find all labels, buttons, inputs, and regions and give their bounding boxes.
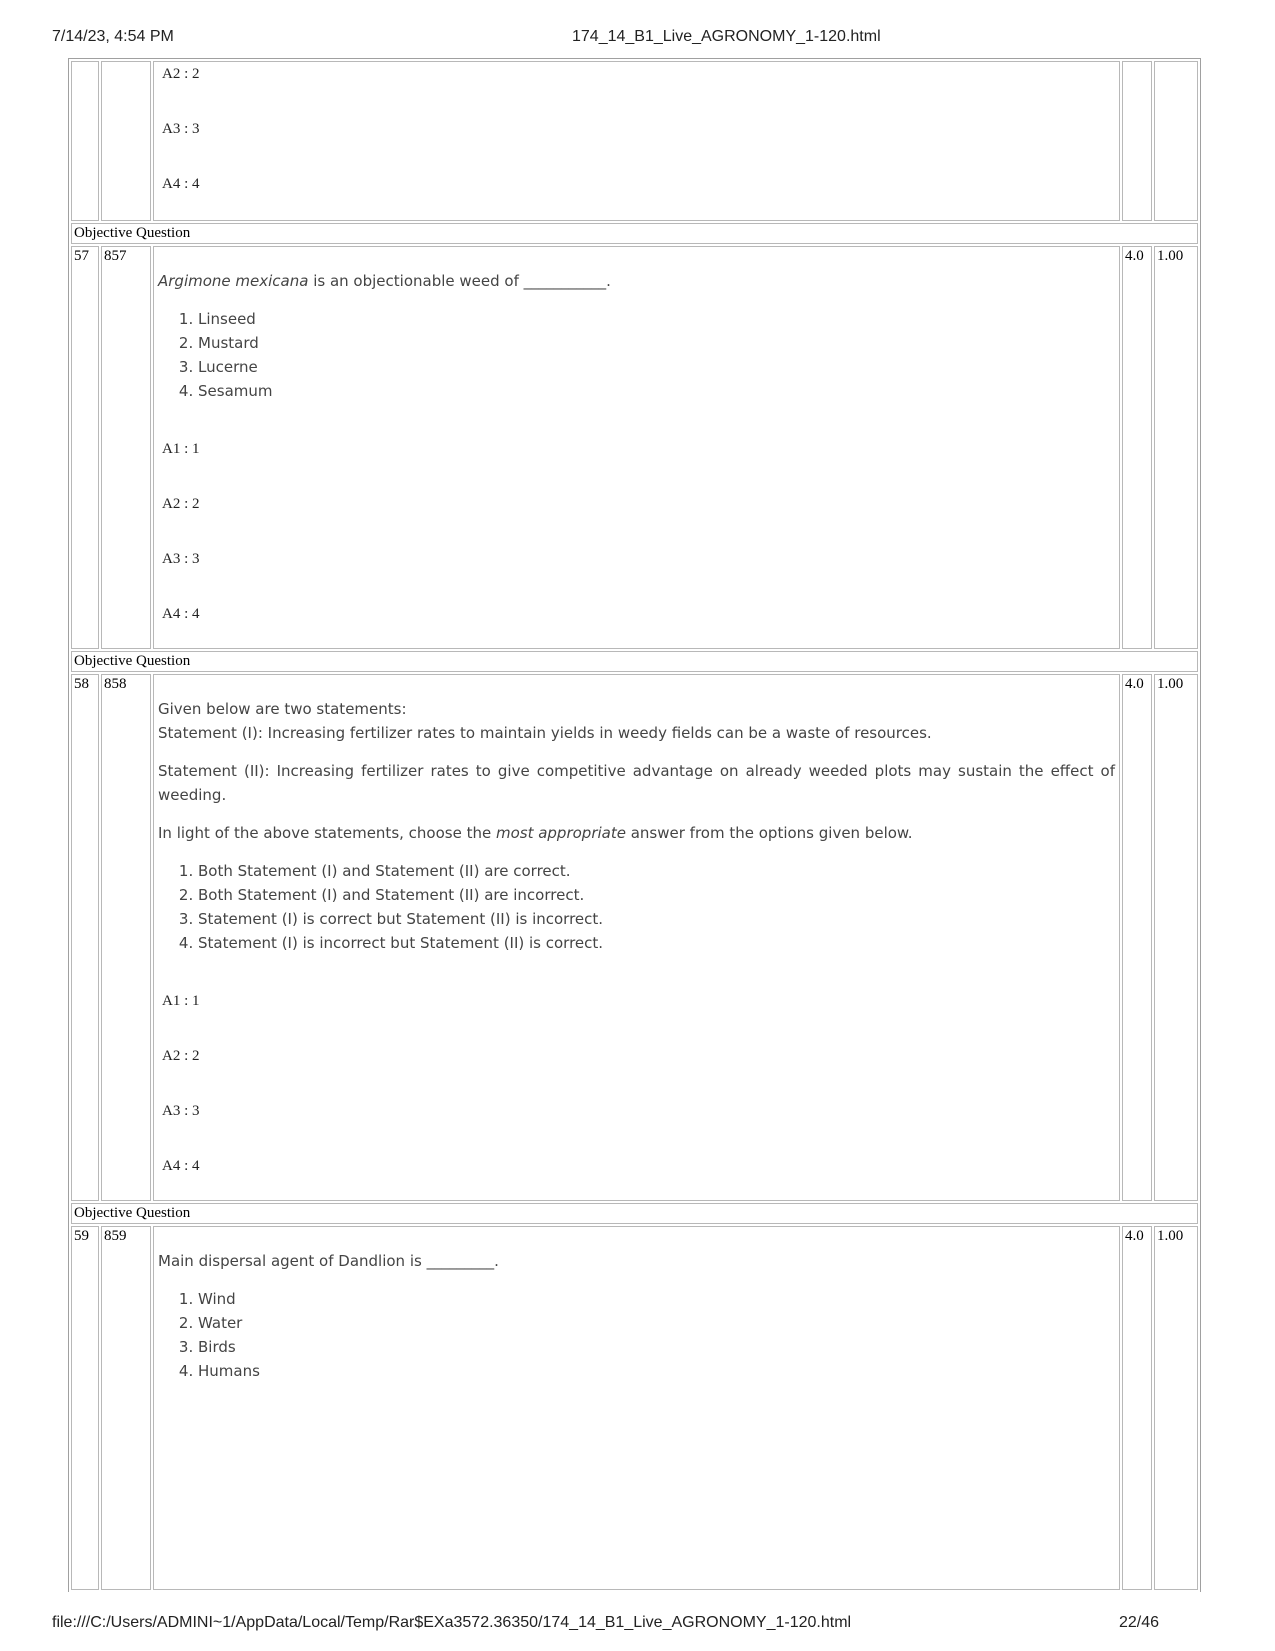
question-marks: 4.0 (1122, 674, 1152, 1201)
question-type-row (71, 651, 1198, 672)
question-stem: Main dispersal agent of Dandlion is _________. (158, 1252, 499, 1270)
sno-cell (71, 61, 99, 221)
question-option: 4. Sesamum (198, 379, 1115, 403)
question-serial-number: 59 (71, 1226, 99, 1590)
spacer (158, 955, 1115, 991)
spacer (158, 1383, 1115, 1583)
answer-option-a2: A2 : 2 (162, 1048, 200, 1064)
marks-cell (1122, 61, 1152, 221)
question-intro (158, 697, 1115, 745)
question-stem-italic: Argimone mexicana (158, 272, 309, 290)
answer-option-a4: A4 : 4 (162, 606, 200, 622)
answer-option-a1: A1 : 1 (162, 993, 200, 1009)
instruction-post: answer from the options given below. (625, 824, 913, 842)
question-type-row (71, 223, 1198, 244)
question-row-58 (71, 674, 1198, 1201)
question-option: 3. Lucerne (198, 355, 1115, 379)
qid-cell (101, 61, 151, 221)
question-option: 4. Statement (I) is incorrect but Statement (II) is correct. (198, 931, 1115, 955)
answer-option-a2: A2 : 2 (162, 66, 200, 82)
question-option: 2. Both Statement (I) and Statement (II) are incorrect. (198, 883, 1115, 907)
question-type-row (71, 1203, 1198, 1224)
question-negative-marks: 1.00 (1154, 246, 1198, 649)
question-negative-marks: 1.00 (1154, 1226, 1198, 1590)
print-page-number: 22/46 (1118, 1614, 1159, 1631)
question-option: 2. Water (198, 1311, 1115, 1335)
question-option: 3. Statement (I) is correct but Statement (II) is incorrect. (198, 907, 1115, 931)
question-body (153, 61, 1120, 221)
spacer (158, 403, 1115, 439)
instruction-emphasis: most appropriate (495, 824, 626, 842)
print-file-path: file:///C:/Users/ADMINI~1/AppData/Local/Temp/Rar$EXa3572.36350/174_14_B1_Live_AGRONOMY_1-120.html (52, 1614, 852, 1631)
instruction-pre: In light of the above statements, choose the (158, 824, 496, 842)
answer-option-a3: A3 : 3 (162, 121, 200, 137)
question-option: 1. Both Statement (I) and Statement (II) are correct. (198, 859, 1115, 883)
statement-two: Statement (II): Increasing fertilizer rates to give competitive advantage on already weeded plots may sustain the effect of weeding. (158, 762, 1115, 804)
question-intro-line: Given below are two statements: (158, 700, 407, 718)
question-id: 858 (101, 674, 151, 1201)
question-option: 4. Humans (198, 1359, 1115, 1383)
question-type-label: Objective Question (71, 1203, 1198, 1224)
answer-option-a4: A4 : 4 (162, 176, 200, 192)
question-text (158, 1249, 1115, 1383)
negative-marks-cell (1154, 61, 1198, 221)
question-serial-number: 57 (71, 246, 99, 649)
partial-question-row (71, 61, 1198, 221)
question-options-list (158, 307, 1115, 403)
question-instruction (158, 821, 1115, 845)
question-stem (158, 269, 1115, 293)
question-stem-rest: is an objectionable weed of ___________. (308, 272, 611, 290)
answer-option-a2: A2 : 2 (162, 496, 200, 512)
answer-option-a4: A4 : 4 (162, 1158, 200, 1174)
answer-option-a3: A3 : 3 (162, 1103, 200, 1119)
question-text (158, 697, 1115, 955)
print-document-title: 174_14_B1_Live_AGRONOMY_1-120.html (572, 28, 881, 45)
answer-option-a3: A3 : 3 (162, 551, 200, 567)
question-option: 1. Wind (198, 1287, 1115, 1311)
question-option: 3. Birds (198, 1335, 1115, 1359)
question-text (158, 269, 1115, 403)
question-option: 2. Mustard (198, 331, 1115, 355)
question-id: 857 (101, 246, 151, 649)
question-negative-marks: 1.00 (1154, 674, 1198, 1201)
question-body (153, 1226, 1120, 1590)
question-row-57 (71, 246, 1198, 649)
question-body (153, 246, 1120, 649)
question-table (68, 58, 1201, 1592)
question-type-label: Objective Question (71, 651, 1198, 672)
print-datetime: 7/14/23, 4:54 PM (52, 28, 174, 45)
question-marks: 4.0 (1122, 246, 1152, 649)
question-marks: 4.0 (1122, 1226, 1152, 1590)
question-body (153, 674, 1120, 1201)
question-id: 859 (101, 1226, 151, 1590)
question-sheet (68, 58, 1201, 1592)
answer-option-a1: A1 : 1 (162, 441, 200, 457)
question-option: 1. Linseed (198, 307, 1115, 331)
question-options-list (158, 1287, 1115, 1383)
question-type-label: Objective Question (71, 223, 1198, 244)
question-options-list (158, 859, 1115, 955)
question-row-59 (71, 1226, 1198, 1590)
statement-one: Statement (I): Increasing fertilizer rates to maintain yields in weedy fields can be a waste of resources. (158, 724, 932, 742)
question-serial-number: 58 (71, 674, 99, 1201)
